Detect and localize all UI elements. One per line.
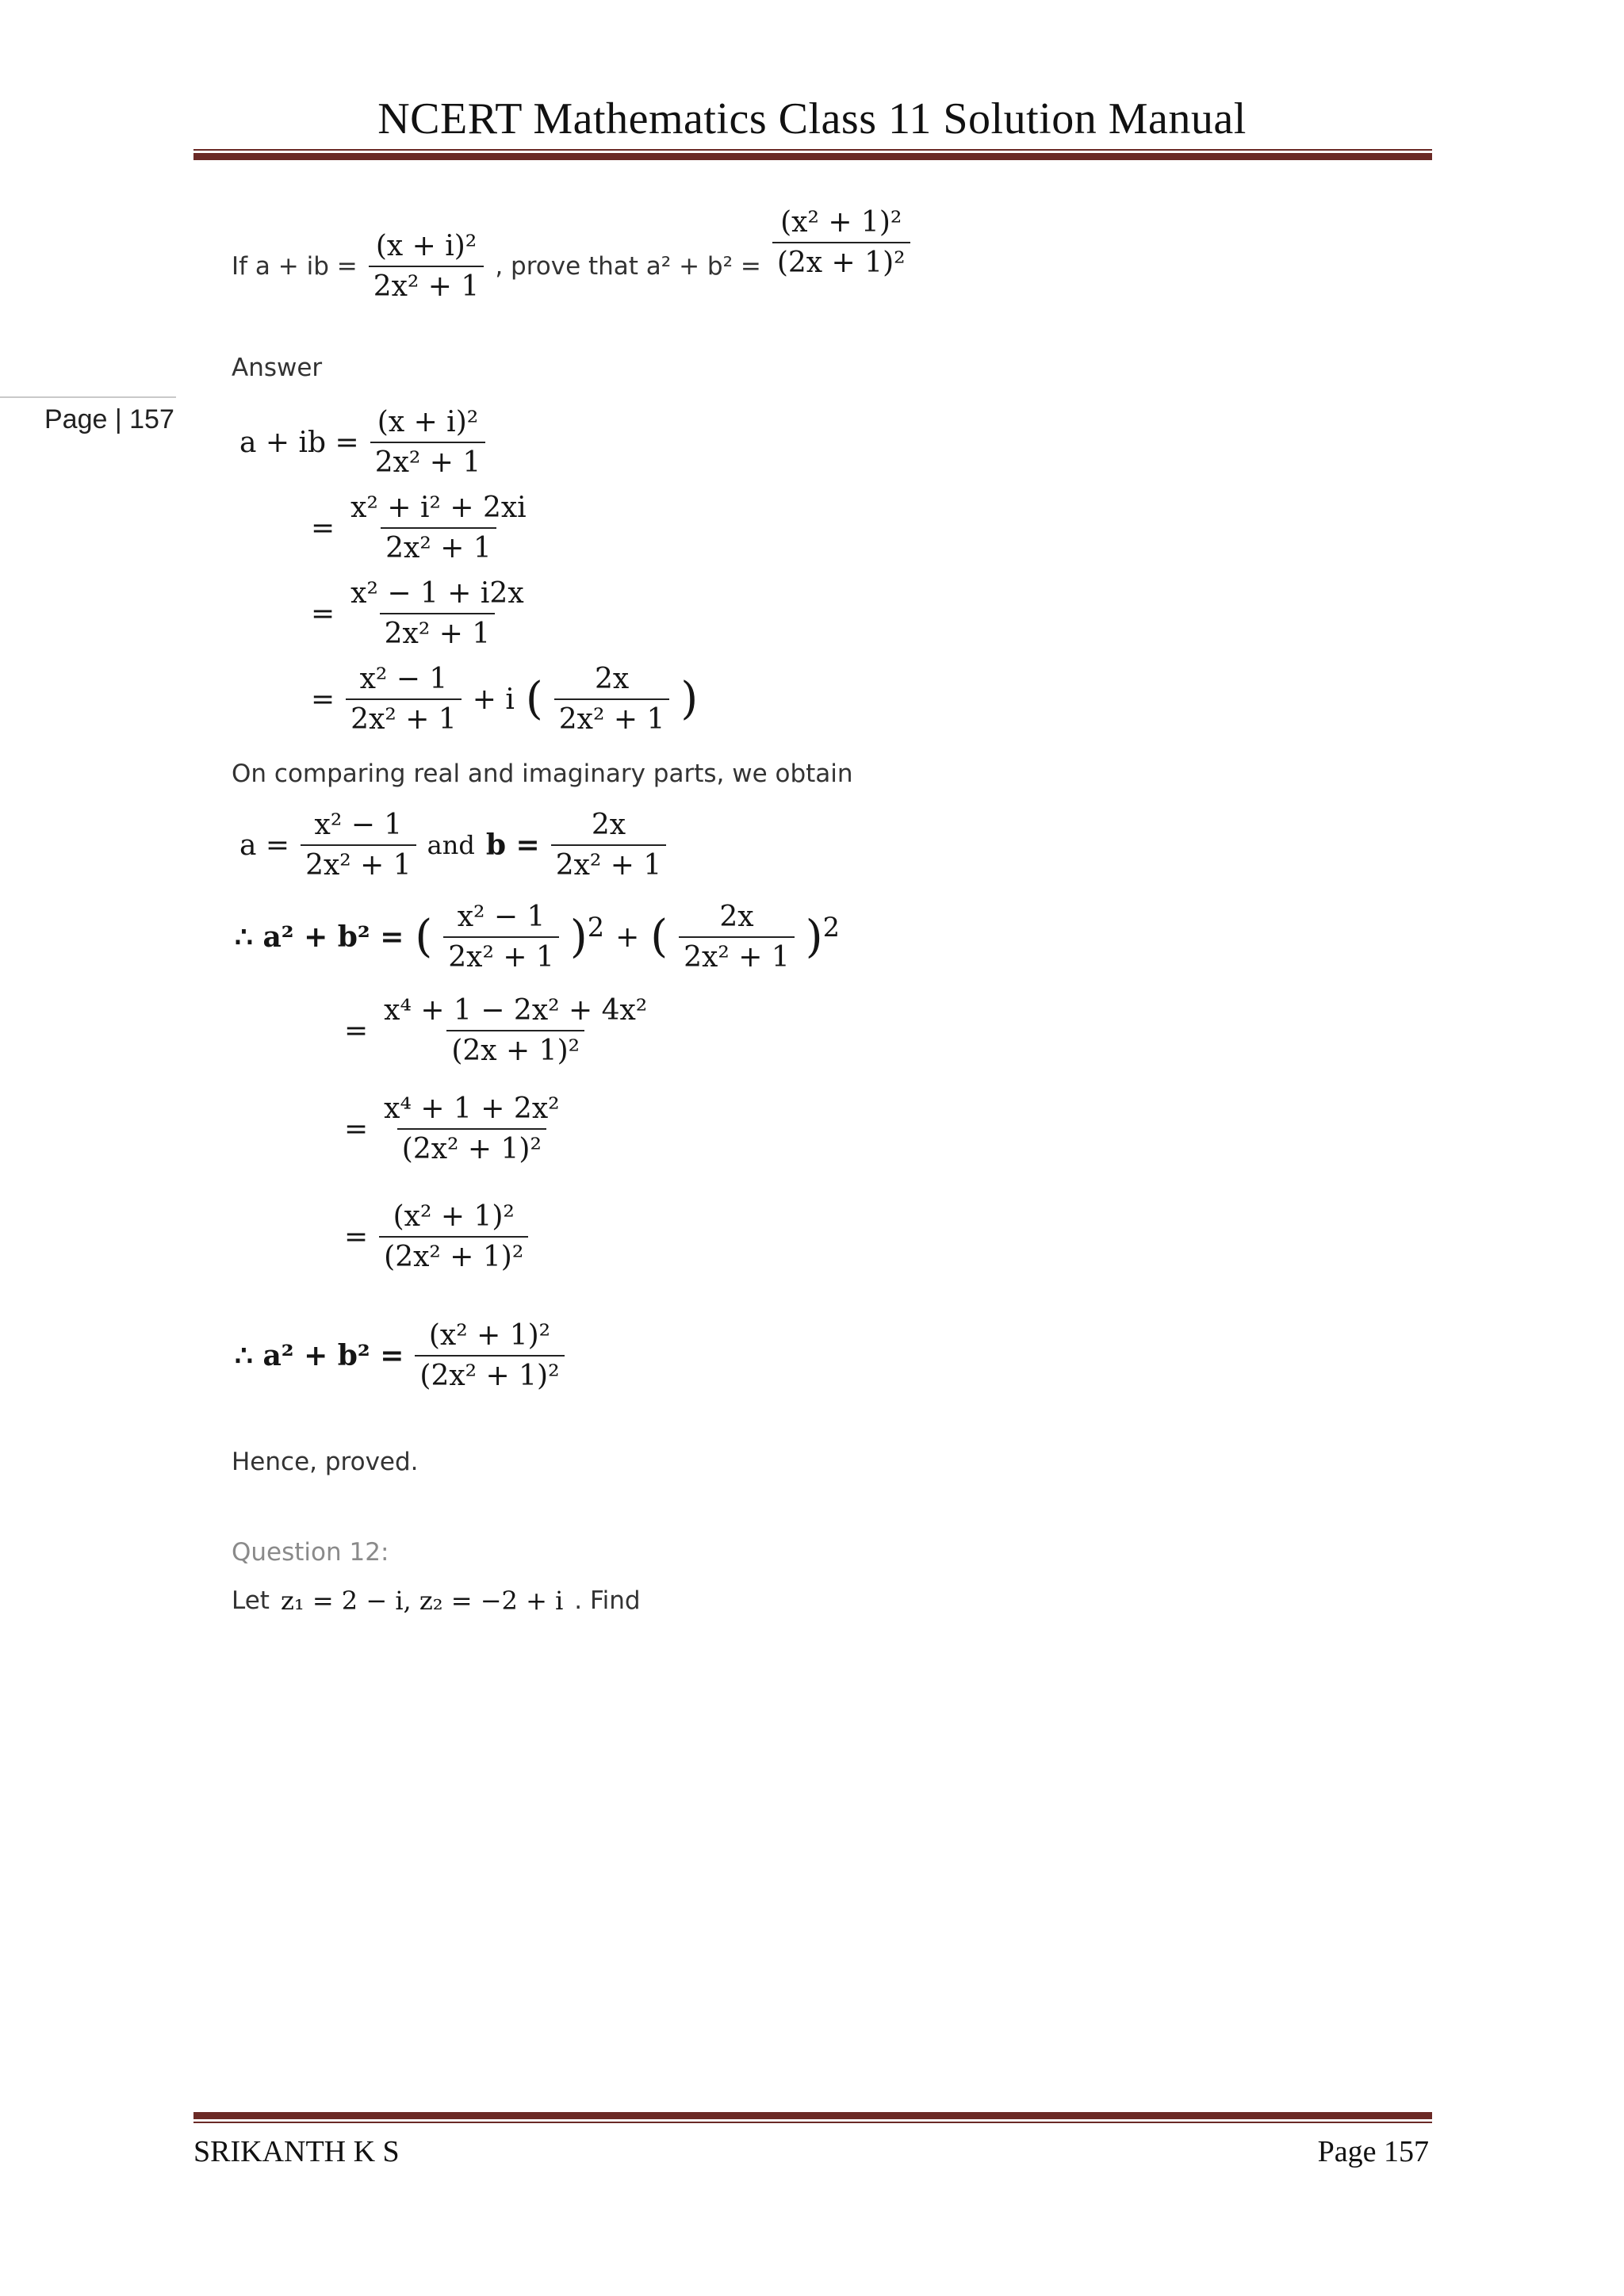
equals-sign: = — [311, 683, 335, 716]
fraction-numerator: x⁴ + 1 − 2x² + 4x² — [384, 994, 648, 1027]
plus-sign: + — [615, 920, 640, 954]
fraction-numerator: (x² + 1)² — [428, 1319, 551, 1352]
equals-sign: = — [311, 597, 335, 630]
sum-line-3 — [344, 1093, 565, 1165]
question-lhs-numerator: (x + i)² — [375, 230, 477, 262]
sum-line-4 — [344, 1200, 528, 1273]
equals-sign: = — [311, 511, 335, 545]
derivation-start-lhs: a + ib = — [239, 426, 359, 459]
fraction-numerator: 2x — [594, 663, 630, 695]
left-paren: ( — [525, 673, 543, 725]
sum-lhs: ∴ a² + b² = — [235, 920, 404, 954]
header-rule-thin — [193, 149, 1432, 151]
fraction-denominator: (2x + 1)² — [446, 1030, 584, 1067]
fraction-numerator: x² + i² + 2xi — [350, 492, 527, 524]
sum-final-lhs: ∴ a² + b² = — [235, 1339, 404, 1372]
compare-text: On comparing real and imaginary parts, we obtain — [232, 760, 853, 788]
derivation-line-4 — [311, 663, 698, 736]
derivation-fraction-4a — [346, 663, 462, 736]
fraction-numerator: x² − 1 + i2x — [350, 577, 524, 610]
equals-sign: = — [344, 1014, 369, 1047]
right-paren-squared: )$^2$ — [569, 911, 605, 963]
left-paren: ( — [415, 911, 433, 962]
derivation-fraction-4b — [554, 663, 670, 736]
hence-proved: Hence, proved. — [232, 1448, 419, 1476]
fraction-denominator: 2x² + 1 — [380, 613, 496, 650]
a-lhs: a = — [239, 828, 290, 862]
a-b-definition — [239, 809, 666, 882]
question-rhs-denominator: (2x + 1)² — [772, 242, 910, 279]
find-word: . Find — [574, 1586, 641, 1615]
question-statement — [232, 206, 910, 303]
margin-rule — [0, 396, 176, 398]
fraction-numerator: 2x — [591, 809, 626, 841]
page-header-title: NCERT Mathematics Class 11 Solution Manual — [377, 94, 1247, 144]
fraction-denominator: 2x² + 1 — [443, 936, 559, 974]
fraction-denominator: (2x² + 1)² — [397, 1128, 546, 1165]
footer-rule-thick — [193, 2112, 1432, 2119]
sum-final-line — [235, 1319, 565, 1392]
fraction-numerator: x² − 1 — [359, 663, 448, 695]
fraction-numerator: (x + i)² — [377, 406, 479, 438]
derivation-fraction-3 — [346, 577, 528, 650]
question-prefix: If a + ib = — [232, 252, 358, 281]
footer-rule-thin — [193, 2122, 1432, 2123]
left-paren: ( — [650, 911, 668, 962]
fraction-denominator: (2x² + 1)² — [379, 1236, 528, 1273]
fraction-denominator: 2x² + 1 — [346, 698, 462, 736]
derivation-fraction-2 — [346, 492, 531, 564]
footer-author: SRIKANTH K S — [193, 2135, 400, 2168]
z-definitions: z₁ = 2 − i, z₂ = −2 + i — [280, 1586, 564, 1616]
fraction-denominator: 2x² + 1 — [554, 698, 670, 736]
let-word: Let — [232, 1586, 270, 1615]
margin-page-label: Page | 157 — [44, 404, 174, 434]
equals-sign: = — [344, 1112, 369, 1146]
derivation-line-2 — [311, 492, 531, 564]
answer-label: Answer — [232, 354, 323, 382]
sum-line-2 — [344, 994, 652, 1067]
right-paren: ) — [680, 673, 699, 725]
and-word: and — [427, 830, 475, 860]
footer-page-number: Page 157 — [1317, 2135, 1429, 2168]
b-lhs: b = — [485, 828, 540, 862]
sum-step-2 — [379, 1093, 564, 1165]
fraction-denominator: 2x² + 1 — [381, 527, 496, 564]
sum-term-2 — [679, 901, 795, 974]
plus-i: + i — [472, 683, 515, 716]
question-lhs-denominator: 2x² + 1 — [369, 266, 485, 303]
fraction-denominator: 2x² + 1 — [551, 844, 667, 882]
sum-term-1 — [443, 901, 559, 974]
right-paren-squared: )$^2$ — [805, 911, 840, 963]
question-rhs-fraction — [772, 206, 910, 279]
sum-line-1 — [235, 901, 840, 974]
sum-final-fraction — [415, 1319, 564, 1392]
header-rule-thick — [193, 153, 1432, 160]
derivation-line-1 — [239, 406, 485, 479]
fraction-denominator: 2x² + 1 — [679, 936, 795, 974]
equals-sign: = — [344, 1220, 369, 1253]
sum-step-1 — [379, 994, 652, 1067]
derivation-line-3 — [311, 577, 529, 650]
fraction-numerator: x² − 1 — [314, 809, 403, 841]
question-12-statement — [232, 1586, 641, 1616]
b-fraction — [551, 809, 667, 882]
fraction-numerator: 2x — [719, 901, 754, 933]
fraction-denominator: 2x² + 1 — [301, 844, 416, 882]
derivation-fraction-1 — [370, 406, 486, 479]
sum-step-3 — [379, 1200, 528, 1273]
question-lhs-fraction — [369, 230, 485, 303]
fraction-denominator: (2x² + 1)² — [415, 1355, 564, 1392]
fraction-numerator: x⁴ + 1 + 2x² — [384, 1093, 560, 1125]
question-rhs-numerator: (x² + 1)² — [780, 206, 902, 239]
fraction-denominator: 2x² + 1 — [370, 442, 486, 479]
question-mid: , prove that a² + b² = — [495, 252, 761, 281]
a-fraction — [301, 809, 416, 882]
question-12-heading: Question 12: — [232, 1538, 389, 1567]
fraction-numerator: (x² + 1)² — [393, 1200, 515, 1233]
fraction-numerator: x² − 1 — [457, 901, 546, 933]
